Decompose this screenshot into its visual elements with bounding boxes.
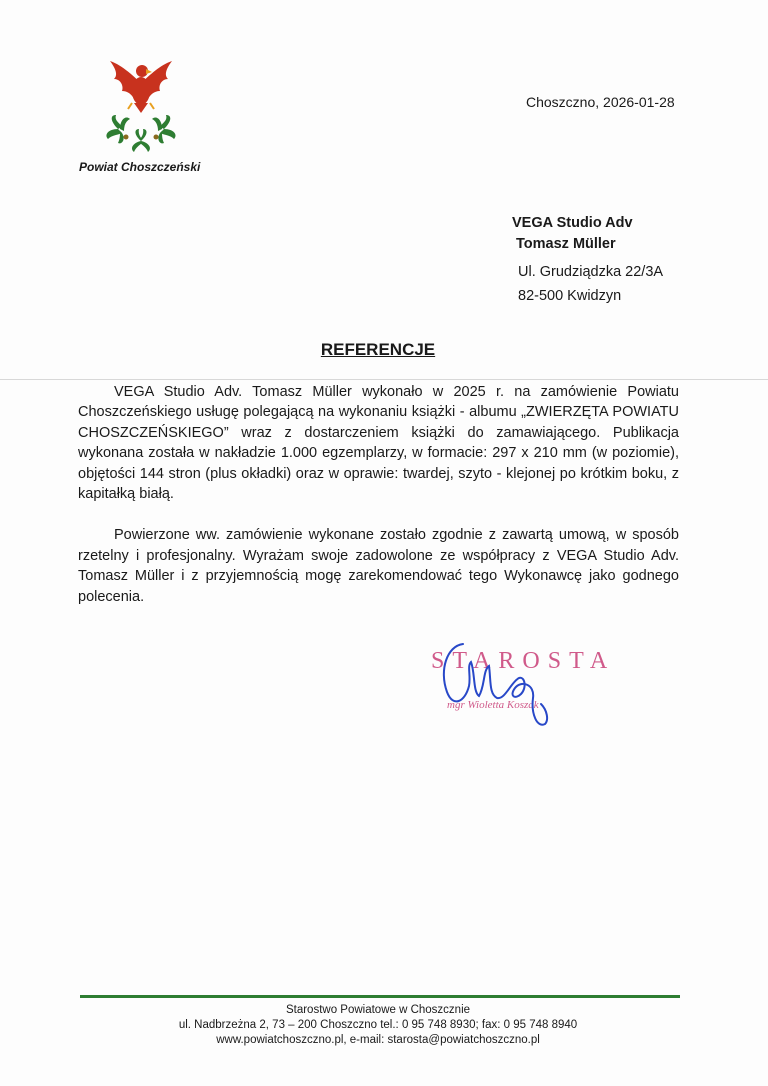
- letter-body: [78, 382, 679, 607]
- body-paragraph-1: VEGA Studio Adv. Tomasz Müller wykonało w 2025 r. na zamówienie Powiatu Choszczeńskiego usługę polegającą na wykonaniu książki - albumu „ZWIERZĘTA POWIATU CHOSZCZEŃSKIEGO” wraz z dostarczeniem książki do zamawiającego. Publikacja wykonana została w nakładzie 1.000 egzemplarzy, w formacie: 297 x 210 mm (w poziomie), objętości 144 stron (plus okładki) oraz w oprawie: twardej, szyto - klejonej po krótkim boku, z kapitałką białą.: [78, 384, 679, 503]
- footer-contact: ul. Nadbrzeżna 2, 73 – 200 Choszczno tel.: 0 95 748 8930; fax: 0 95 748 8940: [178, 1019, 578, 1031]
- scan-artifact-line: [0, 379, 768, 380]
- oak-leaves-icon: [106, 115, 175, 152]
- eagle-icon: [110, 61, 172, 113]
- recipient-person: Tomasz Müller: [516, 236, 616, 252]
- signature-stamp: [425, 636, 616, 736]
- footer: [0, 1003, 756, 1048]
- footer-divider: [80, 995, 680, 998]
- coat-of-arms-logo: [96, 55, 186, 155]
- org-name: Powiat Choszczeński: [79, 160, 201, 174]
- body-paragraph-2: Powierzone ww. zamówienie wykonane zostało zgodnie z zawartą umową, w sposób rzetelny i profesjonalny. Wyrażam swoje zadowolone ze współpracy z VEGA Studio Adv. Tomasz Müller i z przyjemnością mogę zarekomendować tego Wykonawcę jako godnego polecenia.: [78, 527, 679, 605]
- recipient-address: [512, 213, 663, 308]
- footer-web-email: www.powiatchoszczno.pl, e-mail: starosta@powiatchoszczno.pl: [216, 1034, 540, 1046]
- recipient-street: Ul. Grudziądzka 22/3A: [518, 264, 664, 280]
- footer-office-name: Starostwo Powiatowe w Choszcznie: [285, 1004, 471, 1016]
- recipient-company: VEGA Studio Adv: [512, 215, 633, 231]
- recipient-city: 82-500 Kwidzyn: [518, 288, 622, 304]
- stamp-name: mgr Wioletta Koszak: [447, 699, 539, 711]
- recipient-street-block: [512, 260, 663, 308]
- letter-date: Choszczno, 2026-01-28: [526, 94, 675, 110]
- letter-title: REFERENCJE: [320, 340, 436, 359]
- stamp-title: STAROSTA: [431, 648, 616, 674]
